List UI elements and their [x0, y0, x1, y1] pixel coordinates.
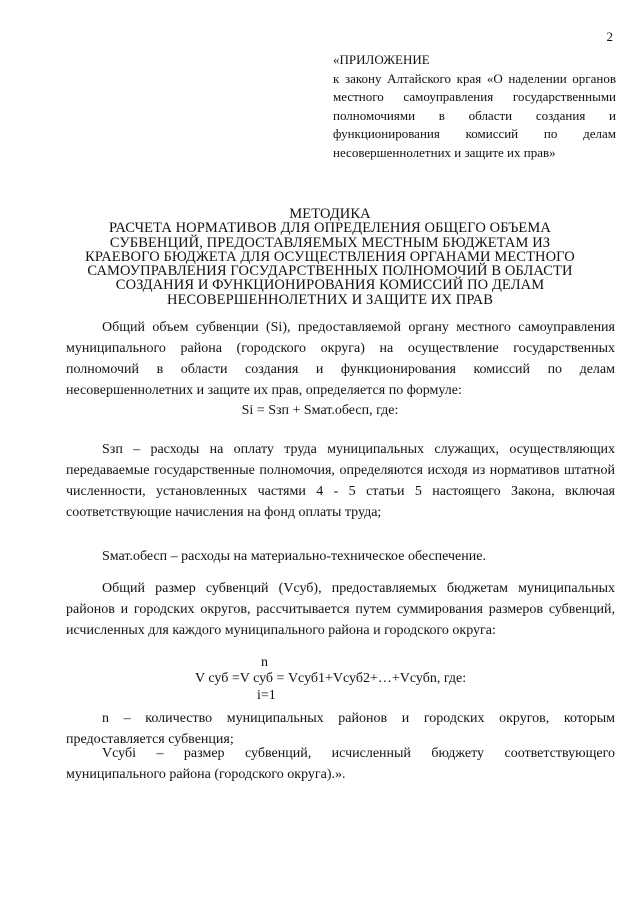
sum-expression: V суб =V суб = Vсуб1+Vсуб2+…+Vсубn, где: — [195, 671, 467, 686]
document-title — [70, 207, 590, 307]
page-number: 2 — [606, 29, 613, 44]
paragraph-total: Общий размер субвенций (Vсуб), предоставляемых бюджетам муниципальных районов и городских округов, рассчитывается путем суммирования размеров субвенций, исчисленных для каждого муниципального района и городского округа: — [66, 581, 615, 638]
appendix-body: к закону Алтайского края «О наделении органов местного самоуправления государственными полномочиями в области создания и функционирования комиссий по делам несовершеннолетних и защите их прав» — [333, 70, 616, 160]
title-line: СОЗДАНИЯ И ФУНКЦИОНИРОВАНИЯ КОМИССИЙ ПО ДЕЛАМ — [115, 277, 545, 294]
title-line: КРАЕВОГО БЮДЖЕТА ДЛЯ ОСУЩЕСТВЛЕНИЯ ОРГАНАМИ МЕСТНОГО — [85, 248, 575, 265]
formula-si: Si = Sзп + Sмат.обесп, где: — [241, 403, 399, 418]
sum-upper-limit: n — [261, 655, 268, 670]
title-line: РАСЧЕТА НОРМАТИВОВ ДЛЯ ОПРЕДЕЛЕНИЯ ОБЩЕГО ОБЪЕМА — [109, 220, 551, 237]
title-line: САМОУПРАВЛЕНИЯ ГОСУДАРСТВЕННЫХ ПОЛНОМОЧИЙ В ОБЛАСТИ — [87, 263, 573, 280]
title-line: МЕТОДИКА — [289, 206, 371, 222]
title-line: НЕСОВЕРШЕННОЛЕТНИХ И ЗАЩИТЕ ИХ ПРАВ — [167, 291, 493, 308]
paragraph-vsubi: Vсубi – размер субвенций, исчисленный бюджету соответствующего муниципального района (городского округа).». — [66, 746, 615, 782]
title-line: СУБВЕНЦИЙ, ПРЕДОСТАВЛЯЕМЫХ МЕСТНЫМ БЮДЖЕТАМ ИЗ — [109, 234, 551, 251]
sum-lower-limit: i=1 — [257, 688, 276, 703]
paragraph-n: n – количество муниципальных районов и городских округов, которым предоставляется субвенция; — [66, 711, 615, 747]
appendix-block — [333, 51, 616, 162]
paragraph-smat: Sмат.обесп – расходы на материально-техническое обеспечение. — [102, 549, 486, 564]
appendix-title: «ПРИЛОЖЕНИЕ — [333, 52, 430, 67]
paragraph-intro: Общий объем субвенции (Si), предоставляемой органу местного самоуправления муниципального района (городского округа) на осуществление государственных полномочий в области создания и функционирования комиссий по делам несовершеннолетних и защите их прав, определяется по формуле: — [66, 320, 615, 398]
paragraph-szp: Sзп – расходы на оплату труда муниципальных служащих, осуществляющих передаваемые государственные полномочия, определяются исходя из нормативов штатной численности, установленных частями 4 - 5 статьи 5 настоящего Закона, включая соответствующие начисления на фонд оплаты труда; — [66, 442, 615, 520]
